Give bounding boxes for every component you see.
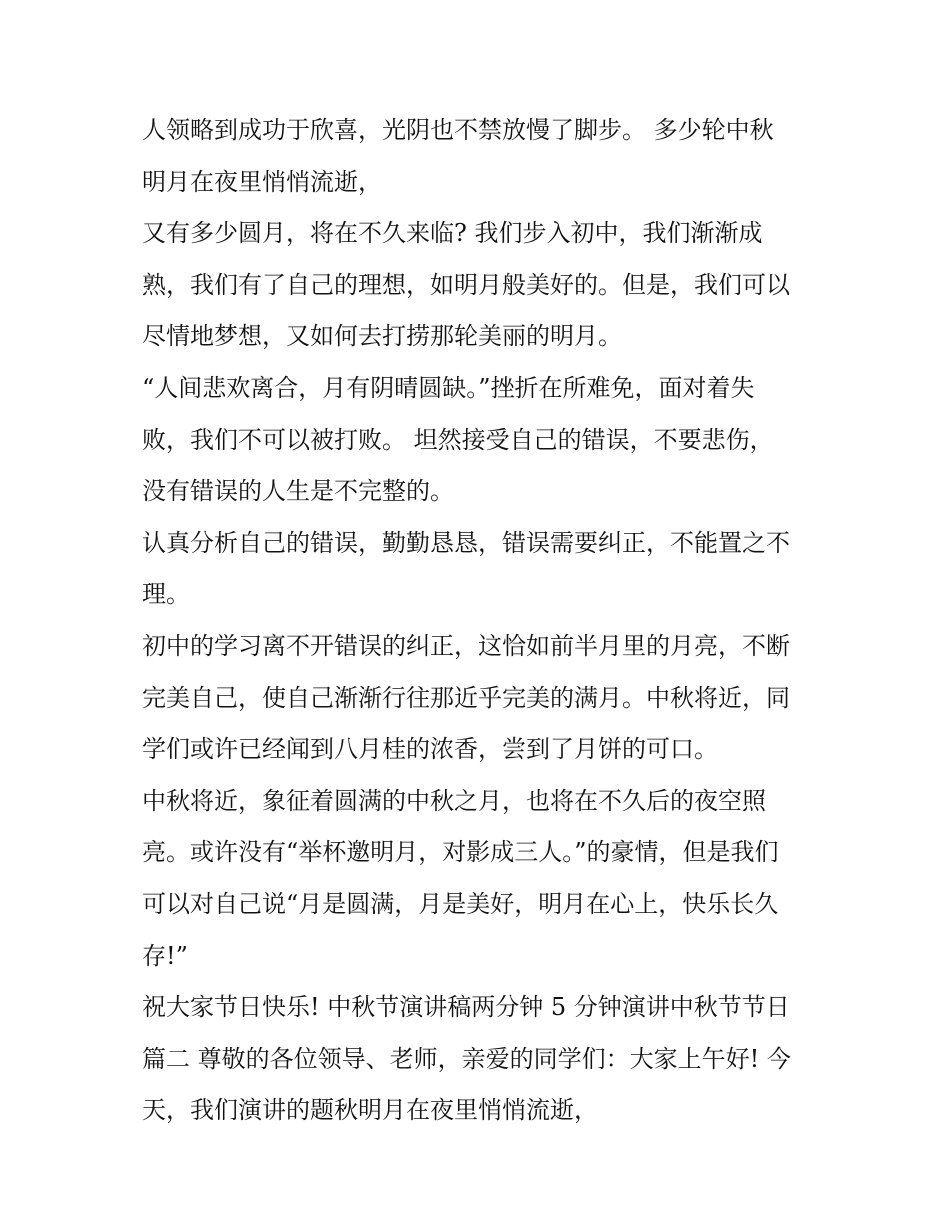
- text-line: 存!”: [142, 941, 188, 970]
- text-line: 明月在夜里悄悄流逝，: [142, 167, 382, 196]
- text-line: 没有错误的人生是不完整的。: [142, 477, 454, 506]
- text-line: 理。: [142, 580, 190, 609]
- text-line: 熟，我们有了自己的理想，如明月般美好的。但是，我们可以: [142, 270, 790, 299]
- text-line: 败，我们不可以被打败。 坦然接受自己的错误，不要悲伤，: [142, 425, 774, 454]
- text-line: 可以对自己说“月是圆满，月是美好，明月在心上，快乐长久: [142, 889, 779, 918]
- body-text: [142, 105, 822, 1137]
- text-line: 祝大家节日快乐! 中秋节演讲稿两分钟 5 分钟演讲中秋节节日: [142, 993, 790, 1022]
- text-line: 又有多少圆月，将在不久来临? 我们步入初中，我们渐渐成: [142, 219, 763, 248]
- text-line: 初中的学习离不开错误的纠正，这恰如前半月里的月亮，不断: [142, 631, 790, 660]
- text-line: 人领略到成功于欣喜，光阴也不禁放慢了脚步。 多少轮中秋: [142, 116, 774, 144]
- text-line: 尽情地梦想，又如何去打捞那轮美丽的明月。: [142, 322, 622, 351]
- text-line: 认真分析自己的错误，勤勤恳恳，错误需要纠正，不能置之不: [142, 528, 790, 557]
- text-line: “人间悲欢离合，月有阴晴圆缺。”挫折在所难免，面对着失: [142, 373, 755, 402]
- text-line: 学们或许已经闻到八月桂的浓香，尝到了月饼的可口。: [142, 735, 718, 764]
- text-line: 亮。或许没有“举杯邀明月，对影成三人。”的豪情，但是我们: [142, 838, 779, 867]
- text-line: 中秋将近，象征着圆满的中秋之月，也将在不久后的夜空照: [142, 786, 766, 815]
- text-line: 天，我们演讲的题秋明月在夜里悄悄流逝，: [142, 1096, 598, 1125]
- text-line: 篇二 尊敬的各位领导、老师，亲爱的同学们：大家上午好! 今: [142, 1044, 791, 1073]
- text-line: 完美自己，使自己渐渐行往那近乎完美的满月。中秋将近，同: [142, 683, 790, 712]
